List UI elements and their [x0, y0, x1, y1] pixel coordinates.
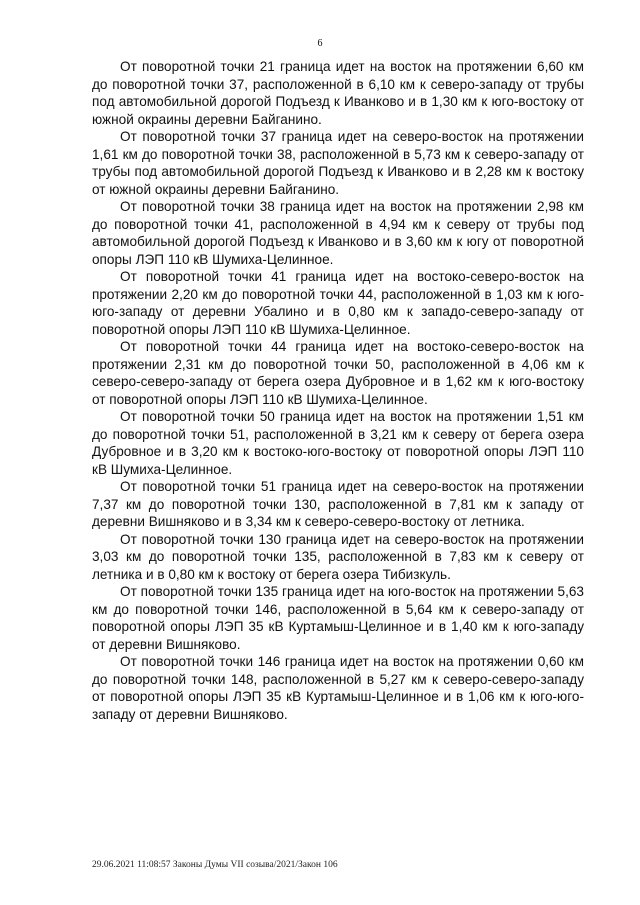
paragraph-2: От поворотной точки 37 граница идет на северо-восток на протяжении 1,61 км до поворотной точки 38, расположенной в 5,73 км к северо-западу от трубы под автомобильной дорогой Подъезд к Иванково и в 2,28 км к востоку от южной окраины деревни Байганино.: [92, 129, 584, 197]
paragraph-4: От поворотной точки 41 граница идет на востоко-северо-восток на протяжении 2,20 км до поворотной точки 44, расположенной в 1,03 км к юго-юго-западу от деревни Убалино и в 0,80 км к западо-северо-западу от поворотной опоры ЛЭП 110 кВ Шумиха-Целинное.: [92, 269, 584, 337]
paragraph-7: От поворотной точки 51 граница идет на северо-восток на протяжении 7,37 км до поворотной точки 130, расположенной в 7,81 км к западу от деревни Вишняково и в 3,34 км к северо-северо-востоку от летника.: [92, 479, 584, 529]
paragraph-1: От поворотной точки 21 граница идет на восток на протяжении 6,60 км до поворотной точки 37, расположенной в 6,10 км к северо-западу от трубы под автомобильной дорогой Подъезд к Иванково и в 1,30 км к юго-востоку от южной окраины деревни Байганино.: [92, 59, 584, 127]
paragraph-10: От поворотной точки 146 граница идет на восток на протяжении 0,60 км до поворотной точки 148, расположенной в 5,27 км к северо-северо-западу от поворотной опоры ЛЭП 35 кВ Куртамыш-Целинное и в 1,06 км к юго-юго-западу от деревни Вишняково.: [92, 654, 584, 722]
paragraph-5: От поворотной точки 44 граница идет на востоко-северо-восток на протяжении 2,31 км до поворотной точки 50, расположенной в 4,06 км к северо-северо-западу от берега озера Дубровное и в 1,62 км к юго-востоку от поворотной опоры ЛЭП 110 кВ Шумиха-Целинное.: [92, 339, 584, 407]
footer-stamp: 29.06.2021 11:08:57 Законы Думы VII созыва/2021/Закон 106: [92, 860, 338, 870]
document-body: [92, 58, 584, 723]
paragraph-6: От поворотной точки 50 граница идет на восток на протяжении 1,51 км до поворотной точки 51, расположенной в 3,21 км к северу от берега озера Дубровное и в 3,20 км к востоко-юго-востоку от поворотной опоры ЛЭП 110 кВ Шумиха-Целинное.: [92, 409, 584, 477]
paragraph-9: От поворотной точки 135 граница идет на юго-восток на протяжении 5,63 км до поворотной точки 146, расположенной в 5,64 км к северо-западу от поворотной опоры ЛЭП 35 кВ Куртамыш-Целинное и в 1,40 км к юго-западу от деревни Вишняково.: [92, 584, 584, 652]
page-number: 6: [317, 38, 323, 49]
paragraph-8: От поворотной точки 130 граница идет на северо-восток на протяжении 3,03 км до поворотной точки 135, расположенной в 7,83 км к северу от летника и в 0,80 км к востоку от берега озера Тибизкуль.: [92, 531, 584, 582]
paragraph-3: От поворотной точки 38 граница идет на восток на протяжении 2,98 км до поворотной точки 41, расположенной в 4,94 км к северу от трубы под автомобильной дорогой Подъезд к Иванково и в 3,60 км к югу от поворотной опоры ЛЭП 110 кВ Шумиха-Целинное.: [92, 199, 584, 267]
